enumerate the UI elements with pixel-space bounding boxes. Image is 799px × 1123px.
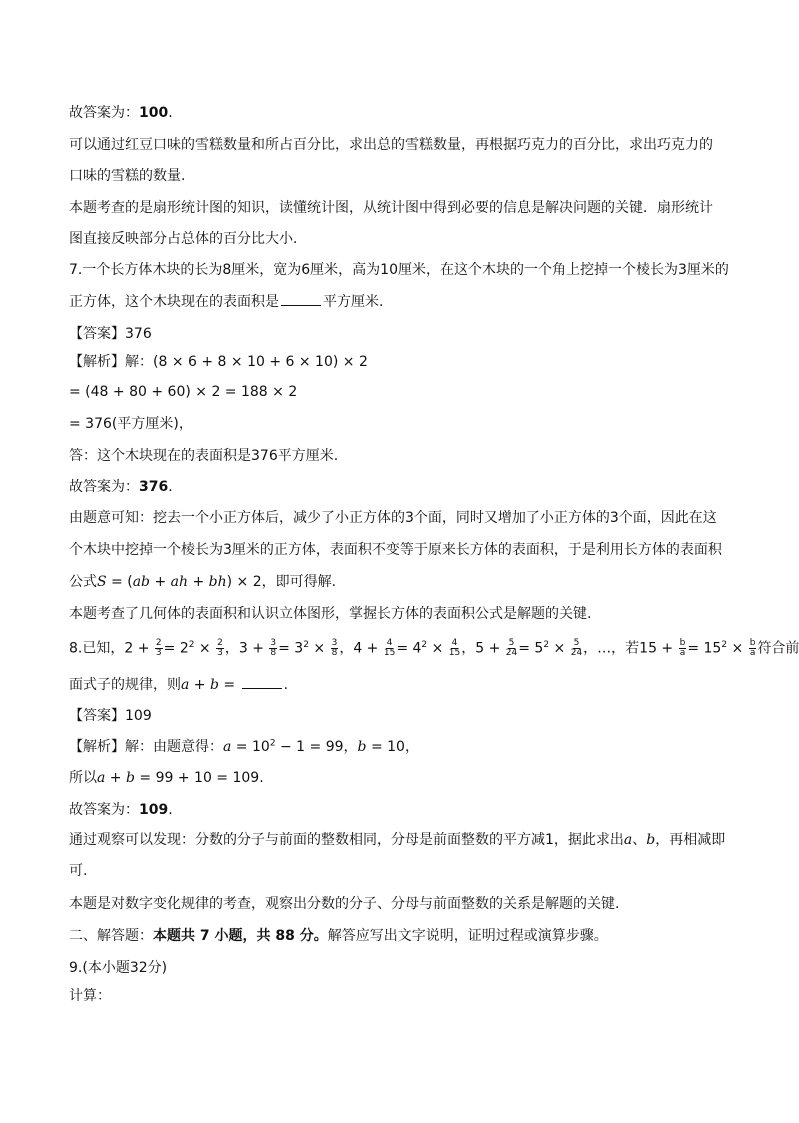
- fraction: [571, 639, 582, 658]
- denominator: 15: [383, 648, 396, 658]
- text-segment: 答：这个木块现在的表面积是376平方厘米.: [69, 448, 339, 464]
- numerator: b: [749, 638, 756, 648]
- text-segment: 【解析】解：由题意得：: [69, 739, 223, 755]
- numerator: 3: [270, 638, 277, 648]
- text-line: [69, 676, 288, 694]
- numerator: b: [679, 638, 686, 648]
- math-variable: a: [223, 739, 232, 755]
- text-segment: ×: [194, 640, 216, 657]
- text-line: [69, 895, 619, 913]
- text-segment: =: [218, 677, 240, 693]
- numerator: 5: [508, 638, 515, 648]
- text-line: [69, 801, 173, 819]
- text-segment: 8.已知，2 +: [69, 640, 154, 657]
- text-line: [69, 987, 111, 1005]
- text-line: [69, 261, 729, 279]
- math-variable: a: [97, 770, 106, 786]
- text-segment: = 99 + 10 = 109.: [134, 770, 264, 786]
- text-line: [69, 136, 713, 154]
- math-variable: bh: [208, 574, 227, 590]
- text-segment: = 376(平方厘米)，: [69, 416, 193, 432]
- text-line: [69, 959, 167, 977]
- text-segment: 图直接反映部分占总体的百分比大小.: [69, 231, 298, 247]
- numerator: 3: [331, 638, 338, 648]
- text-segment: 可.: [69, 863, 88, 879]
- text-segment: +: [189, 677, 210, 693]
- fraction: [269, 639, 277, 658]
- text-line: [69, 383, 297, 401]
- text-line: [69, 541, 722, 559]
- denominator: 8: [331, 648, 338, 658]
- text-segment: 7.一个长方体木块的长为8厘米，宽为6厘米，高为10厘米，在这个木块的一个角上挖掉一个棱长为3厘米的: [69, 262, 729, 278]
- text-segment: 故答案为：: [69, 479, 139, 495]
- text-segment: ) × 2，即可得解.: [226, 574, 337, 590]
- text-segment: ×: [727, 640, 748, 657]
- denominator: a: [749, 648, 756, 658]
- text-segment: = 2: [163, 640, 189, 657]
- fraction: [506, 639, 517, 658]
- denominator: 24: [570, 648, 583, 658]
- text-line: [69, 573, 336, 591]
- text-segment: 通过观察可以发现：分数的分子与前面的整数相同，分母是前面整数的平方减1，据此求出: [69, 832, 624, 848]
- fraction: [449, 639, 460, 658]
- text-segment: ×: [549, 640, 570, 657]
- text-segment: ×: [427, 640, 448, 657]
- text-segment: 面式子的规律，则: [69, 677, 181, 693]
- superscript: 2: [188, 639, 195, 650]
- fraction: [331, 639, 339, 658]
- bold-text: 109: [139, 802, 169, 818]
- text-segment: 口味的雪糕的数量.: [69, 168, 186, 184]
- math-variable: b: [646, 832, 656, 848]
- text-line: [69, 325, 152, 343]
- text-segment: = (: [106, 574, 133, 590]
- text-line: [69, 447, 338, 465]
- text-segment: = 15: [687, 640, 722, 657]
- bold-text: 100: [139, 105, 169, 121]
- text-segment: 可以通过红豆口味的雪糕数量和所占百分比，求出总的雪糕数量，再根据巧克力的百分比，求出巧克力的: [69, 137, 713, 153]
- text-segment: 计算：: [69, 988, 111, 1004]
- math-variable: S: [97, 574, 107, 590]
- text-segment: 正方体，这个木块现在的表面积是: [69, 294, 279, 310]
- denominator: 24: [505, 648, 518, 658]
- text-segment: .: [168, 479, 173, 495]
- text-line: [69, 293, 383, 311]
- text-segment: .: [168, 105, 173, 121]
- numerator: 5: [573, 638, 580, 648]
- text-segment: ，3 +: [224, 640, 269, 657]
- text-segment: 本题考查的是扇形统计图的知识，读懂统计图，从统计图中得到必要的信息是解决问题的关键．扇形统计: [69, 200, 713, 216]
- text-segment: ×: [308, 640, 330, 657]
- text-segment: +: [150, 574, 171, 590]
- text-segment: ，再相减即: [655, 832, 726, 848]
- denominator: 3: [217, 648, 223, 658]
- text-segment: 【答案】376: [69, 326, 152, 342]
- text-line: [69, 605, 591, 623]
- numerator: 4: [386, 638, 393, 648]
- math-variable: b: [126, 770, 135, 786]
- text-segment: 【解析】解：(8 × 6 + 8 × 10 + 6 × 10) × 2: [69, 354, 368, 370]
- math-variable: a: [623, 832, 633, 848]
- math-variable: ah: [170, 574, 189, 590]
- text-segment: 【答案】109: [69, 708, 152, 724]
- fraction: [749, 639, 757, 658]
- text-segment: − 1 = 99，: [275, 739, 358, 755]
- text-line: [69, 927, 608, 945]
- math-variable: b: [357, 739, 367, 755]
- math-variable: b: [210, 677, 219, 693]
- text-segment: 二、解答题：: [69, 928, 153, 944]
- denominator: 15: [448, 648, 461, 658]
- text-segment: 本题考查了几何体的表面积和认识立体图形，掌握长方体的表面积公式是解题的关键.: [69, 606, 592, 622]
- bold-text: 376: [139, 479, 169, 495]
- text-segment: 9.(本小题32分): [69, 960, 168, 976]
- text-segment: 符合前: [757, 640, 799, 657]
- text-segment: 故答案为：: [69, 105, 139, 121]
- text-line: [69, 738, 419, 756]
- text-line: [69, 862, 87, 880]
- math-variable: a: [181, 677, 190, 693]
- superscript: 2: [303, 639, 309, 650]
- denominator: 8: [270, 648, 277, 658]
- denominator: 3: [155, 648, 162, 658]
- text-segment: = 4: [396, 640, 422, 657]
- text-line: [69, 831, 725, 849]
- text-segment: 由题意可知：挖去一个小正方体后，减少了小正方体的3个面，同时又增加了小正方体的3个面，因此在这: [69, 510, 717, 526]
- text-segment: ，5 +: [461, 640, 505, 657]
- answer-blank: [281, 293, 321, 306]
- text-segment: 个木块中挖掉一个棱长为3厘米的正方体，表面积不变等于原来长方体的表面积，于是利用长方体的表面积: [69, 542, 722, 558]
- denominator: a: [679, 648, 686, 658]
- text-line: [69, 639, 799, 658]
- text-line: [69, 199, 713, 217]
- text-line: [69, 415, 193, 433]
- fraction: [679, 639, 687, 658]
- text-line: [69, 478, 173, 496]
- text-segment: +: [105, 770, 126, 786]
- fraction: [384, 639, 395, 658]
- text-line: [69, 230, 297, 248]
- text-segment: 所以: [69, 770, 97, 786]
- text-segment: 、: [632, 832, 647, 848]
- numerator: 2: [217, 638, 223, 648]
- numerator: 2: [155, 638, 162, 648]
- text-segment: ，…，若15 +: [583, 640, 678, 657]
- superscript: 2: [269, 738, 276, 749]
- text-segment: ，4 +: [339, 640, 383, 657]
- text-segment: = 3: [278, 640, 304, 657]
- text-segment: 故答案为：: [69, 802, 139, 818]
- text-line: [69, 769, 264, 787]
- text-segment: = 10: [231, 739, 270, 755]
- text-segment: .: [283, 677, 289, 693]
- bold-text: 本题共 7 小题，共 88 分。: [153, 928, 328, 944]
- superscript: 2: [421, 639, 428, 650]
- text-line: [69, 509, 717, 527]
- text-segment: .: [168, 802, 173, 818]
- text-line: [69, 707, 152, 725]
- math-variable: ab: [132, 574, 150, 590]
- text-segment: 解答应写出文字说明，证明过程或演算步骤。: [327, 928, 608, 944]
- text-segment: = 10，: [366, 739, 419, 755]
- numerator: 4: [451, 638, 458, 648]
- text-line: [69, 353, 368, 371]
- answer-blank: [242, 676, 282, 689]
- text-line: [69, 104, 173, 122]
- text-segment: 平方厘米.: [323, 294, 384, 310]
- fraction: [216, 639, 224, 658]
- superscript: 2: [543, 639, 550, 650]
- text-segment: 公式: [69, 574, 97, 590]
- text-segment: = 5: [518, 640, 544, 657]
- superscript: 2: [721, 639, 728, 650]
- text-line: [69, 167, 185, 185]
- fraction: [155, 639, 163, 658]
- text-segment: +: [188, 574, 209, 590]
- text-segment: 本题是对数字变化规律的考查，观察出分数的分子、分母与前面整数的关系是解题的关键.: [69, 896, 620, 912]
- text-segment: = (48 + 80 + 60) × 2 = 188 × 2: [69, 384, 298, 400]
